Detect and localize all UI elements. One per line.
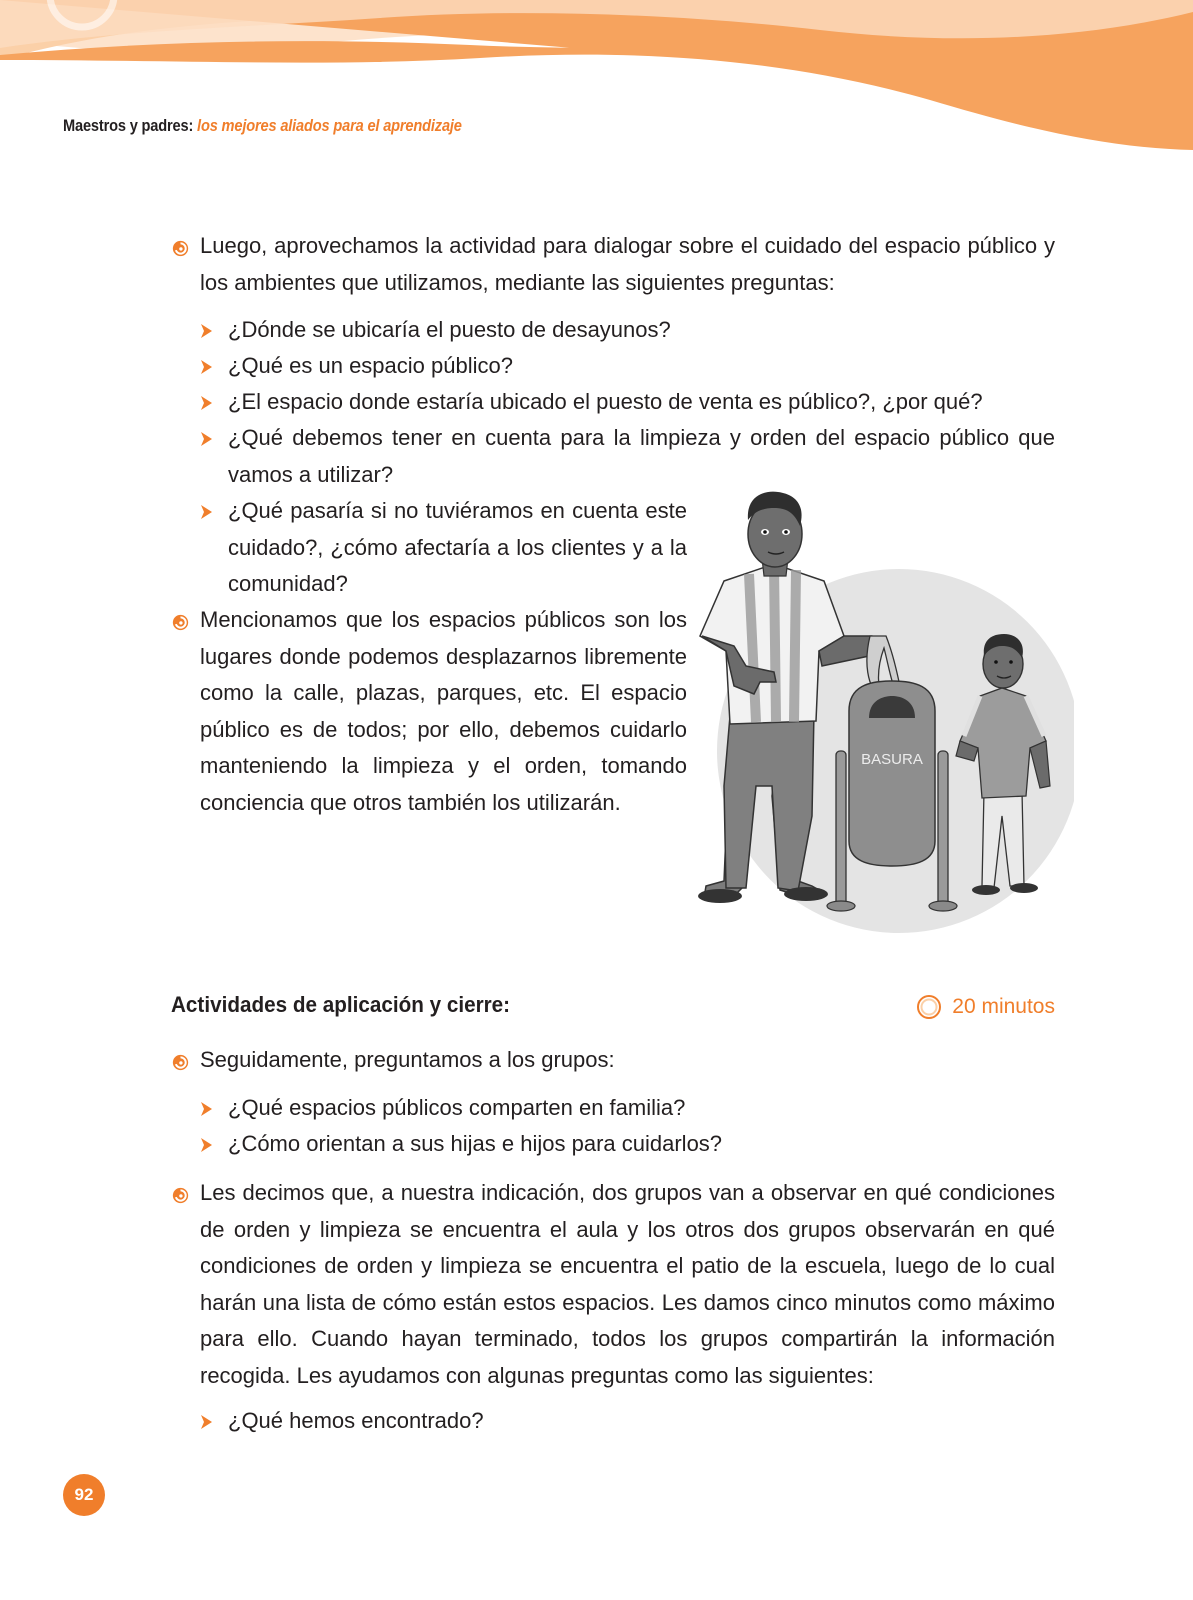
question-text: ¿El espacio donde estaría ubicado el puesto de venta es público?, ¿por qué? [228, 389, 983, 414]
chevron-right-icon [200, 1101, 213, 1117]
bullet-paragraph-public-spaces [200, 602, 687, 821]
bullet-paragraph-intro [200, 228, 1055, 301]
groups-intro-text: Seguidamente, preguntamos a los grupos: [200, 1047, 615, 1072]
duration-badge [916, 994, 1055, 1020]
question-item [228, 312, 1055, 349]
public-spaces-text: Mencionamos que los espacios públicos son los lugares donde podemos desplazarnos libremente como la calle, plazas, parques, etc. El espacio público es de todos; por ello, debemos cuidarlo manteniendo la limpieza y el orden, tomando conciencia que otros también los utilizarán. [200, 607, 687, 815]
bullet-swirl-icon [172, 1187, 189, 1204]
question-item [228, 1090, 1055, 1127]
question-item [228, 493, 687, 603]
observation-text: Les decimos que, a nuestra indicación, dos grupos van a observar en qué condiciones de orden y limpieza se encuentra el aula y los otros dos grupos observarán en qué condiciones de orden y limpieza se encuentra el patio de la escuela, luego de lo cual harán una lista de cómo están estos espacios. Les damos cinco minutos como máximo para ello. Cuando hayan terminado, todos los grupos compartirán la información recogida. Les ayudamos con algunas preguntas como las siguientes: [200, 1180, 1055, 1388]
question-item [228, 420, 1055, 493]
bullet-swirl-icon [172, 240, 189, 257]
question-text: ¿Qué debemos tener en cuenta para la limpieza y orden del espacio público que vamos a utilizar? [228, 425, 1055, 487]
bullet-swirl-icon [172, 614, 189, 631]
clock-icon [916, 994, 942, 1020]
intro-text: Luego, aprovechamos la actividad para dialogar sobre el cuidado del espacio público y los ambientes que utilizamos, mediante las siguientes preguntas: [200, 233, 1055, 295]
question-item [228, 384, 1055, 421]
chevron-right-icon [200, 395, 213, 411]
duration-text: 20 minutos [952, 995, 1055, 1018]
question-text: ¿Cómo orientan a sus hijas e hijos para cuidarlos? [228, 1131, 723, 1156]
trash-bin-illustration [694, 486, 1074, 946]
chevron-right-icon [200, 1414, 213, 1430]
chevron-right-icon [200, 359, 213, 375]
question-text: ¿Qué pasaría si no tuviéramos en cuenta este cuidado?, ¿cómo afectaría a los clientes y a la comunidad? [228, 498, 687, 596]
question-item [228, 1403, 1055, 1440]
bullet-swirl-icon [172, 1054, 189, 1071]
question-text: ¿Qué es un espacio público? [228, 353, 513, 378]
chevron-right-icon [200, 323, 213, 339]
chevron-right-icon [200, 1137, 213, 1153]
chevron-right-icon [200, 431, 213, 447]
chevron-right-icon [200, 504, 213, 520]
bin-label: BASURA [861, 751, 923, 768]
question-item [228, 1126, 1055, 1163]
running-head-tail: los mejores aliados para el aprendizaje [193, 116, 462, 135]
section-title: Actividades de aplicación y cierre: [171, 992, 511, 1017]
question-item [228, 348, 1055, 385]
bullet-paragraph-observation [200, 1175, 1055, 1394]
question-text: ¿Qué espacios públicos comparten en familia? [228, 1095, 686, 1120]
page-number: 92 [63, 1474, 105, 1516]
bullet-paragraph-groups [200, 1042, 1055, 1079]
question-text: ¿Dónde se ubicaría el puesto de desayunos? [228, 317, 671, 342]
question-text: ¿Qué hemos encontrado? [228, 1408, 484, 1433]
running-head-lead: Maestros y padres: [63, 116, 194, 135]
